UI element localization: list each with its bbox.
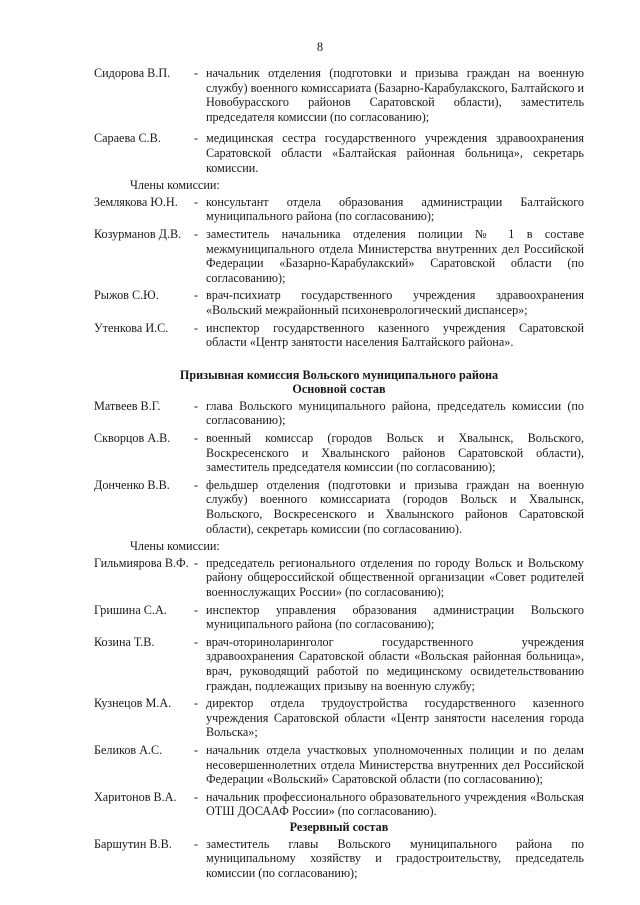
- member-entry: [94, 603, 584, 632]
- person-name: Беликов А.С.: [94, 742, 163, 757]
- commission-entry: [94, 399, 584, 428]
- person-role: врач-оториноларинголог государственного учреждения здравоохранения Саратовской области «Вольская районная больница», врач, руководящий работой по медицинскому освидетельствованию граждан, подлежащих призыву на военную службу;: [206, 634, 584, 693]
- main-composition-title: Основной состав: [292, 382, 386, 397]
- commission-entry: [94, 431, 584, 475]
- dash: -: [194, 431, 199, 446]
- person-role: директор отдела трудоустройства государственного казенного учреждения Саратовской области «Центр занятости населения города Вольска»;: [206, 696, 584, 740]
- reserve-entry: [94, 837, 584, 881]
- person-role: инспектор государственного казенного учреждения Саратовской области «Центр занятости населения Балтайского района».: [206, 320, 584, 350]
- dash: -: [194, 602, 199, 617]
- person-role: заместитель начальника отделения полиции № 1 в составе межмуниципального отдела Министерства внутренних дел Российской Федерации «Базарно-Карабулакский» Саратовской области (по согласованию);: [206, 226, 584, 285]
- person-name: Донченко В.В.: [94, 477, 170, 492]
- person-name: Рыжов С.Ю.: [94, 288, 159, 303]
- dash: -: [194, 696, 199, 711]
- person-name: Кузнецов М.А.: [94, 696, 172, 711]
- commission-entry: [94, 66, 584, 124]
- member-entry: [94, 321, 584, 350]
- members-label: Члены комиссии:: [130, 178, 220, 193]
- dash: -: [194, 320, 199, 335]
- person-name: Скворцов А.В.: [94, 431, 171, 446]
- member-entry: [94, 227, 584, 285]
- person-name: Утенкова И.С.: [94, 320, 169, 335]
- person-name: Матвеев В.Г.: [94, 398, 161, 413]
- person-role: начальник отделения (подготовки и призыва граждан на военную службу) военного комиссариата (Базарно-Карабулакского, Балтайского и Новобурасского районов Саратовской области), заместитель председателя комиссии (по согласованию);: [206, 66, 584, 124]
- person-role: инспектор управления образования администрации Вольского муниципального района (по согласованию);: [206, 602, 584, 632]
- dash: -: [194, 634, 199, 649]
- dash: -: [194, 789, 199, 804]
- dash: -: [194, 131, 199, 146]
- dash: -: [194, 742, 199, 757]
- member-entry: [94, 696, 584, 740]
- commission-title: Призывная комиссия Вольского муниципального района: [179, 367, 499, 382]
- person-name: Харитонов В.А.: [94, 789, 177, 804]
- person-name: Гильмиярова В.Ф.: [94, 555, 189, 570]
- person-role: медицинская сестра государственного учреждения здравоохранения Саратовской области «Балтайская районная больница», секретарь комиссии.: [206, 131, 584, 175]
- person-role: глава Вольского муниципального района, председатель комиссии (по согласованию);: [206, 398, 584, 428]
- person-role: фельдшер отделения (подготовки и призыва граждан на военную службу) военного комиссариата (городов Вольск и Хвалынск, Вольского, Воскресенского и Хвалынского районов Саратовской области), секретарь комиссии (по согласованию).: [206, 477, 584, 536]
- person-name: Землякова Ю.Н.: [94, 194, 178, 209]
- dash: -: [194, 226, 199, 241]
- page-number: 8: [316, 40, 324, 54]
- member-entry: [94, 556, 584, 600]
- member-entry: [94, 195, 584, 224]
- person-role: консультант отдела образования администрации Балтайского муниципального района (по согласованию);: [206, 194, 584, 224]
- member-entry: [94, 743, 584, 787]
- person-role: врач-психиатр государственного учреждения здравоохранения «Вольский межрайонный психоневрологический диспансер»;: [206, 288, 584, 317]
- person-role: военный комиссар (городов Вольск и Хвалынск, Вольского, Воскресенского и Хвалынского районов Саратовской области), заместитель председателя комиссии (по согласованию);: [206, 431, 584, 475]
- person-role: заместитель главы Вольского муниципального района по муниципальному хозяйству и градостроительству, председатель комиссии (по согласованию);: [206, 836, 584, 880]
- person-role: начальник профессионального образовательного учреждения «Вольская ОТШ ДОСААФ России» (по согласованию).: [206, 789, 584, 819]
- dash: -: [194, 477, 199, 492]
- person-role: председатель регионального отделения по городу Вольск и Вольскому району общероссийской общественной организации «Совет родителей военнослужащих России» (по согласованию);: [206, 555, 584, 599]
- dash: -: [194, 66, 199, 80]
- dash: -: [194, 836, 199, 851]
- person-name: Козина Т.В.: [94, 634, 155, 649]
- person-name: Сидорова В.П.: [94, 66, 171, 80]
- member-entry: [94, 790, 584, 819]
- person-role: начальник отдела участковых уполномоченных полиции и по делам несовершеннолетних отдела Министерства внутренних дел Российской Федерации «Вольский» Саратовской области (по согласованию);: [206, 742, 584, 787]
- dash: -: [194, 398, 199, 413]
- commission-entry: [94, 131, 584, 175]
- reserve-composition-title: Резервный состав: [289, 819, 389, 834]
- dash: -: [194, 194, 199, 209]
- person-name: Баршутин В.В.: [94, 836, 172, 851]
- members-label: Члены комиссии:: [130, 539, 220, 554]
- person-name: Сараева С.В.: [94, 131, 161, 146]
- document-body: [94, 66, 584, 883]
- commission-entry: [94, 478, 584, 536]
- dash: -: [194, 555, 199, 570]
- dash: -: [194, 288, 199, 303]
- person-name: Козурманов Д.В.: [94, 226, 182, 241]
- person-name: Гришина С.А.: [94, 602, 167, 617]
- member-entry: [94, 288, 584, 317]
- member-entry: [94, 635, 584, 693]
